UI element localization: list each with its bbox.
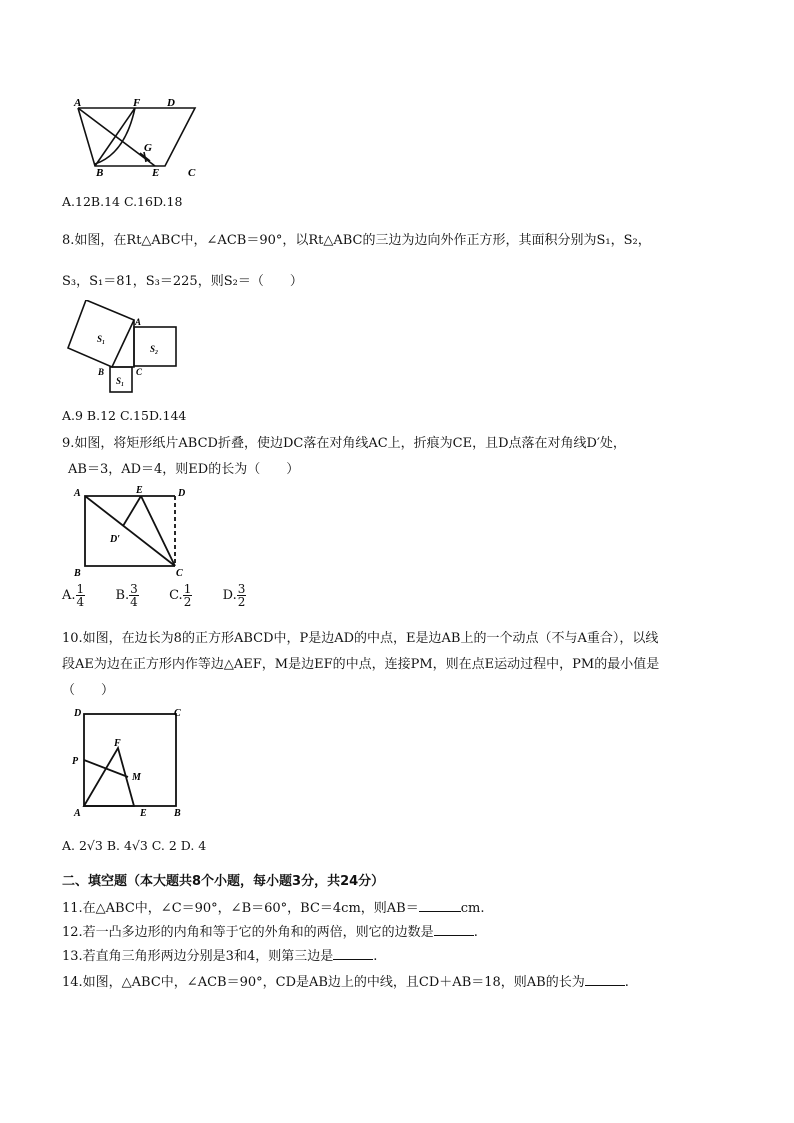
fig-q10-label-a: A	[74, 808, 81, 819]
q8-stem-line1: 8.如图，在Rt△ABC中，∠ACB＝90°，以Rt△ABC的三边为边向外作正方形，其面积分别为S₁，S₂，	[62, 233, 651, 248]
q7-options: A.12B.14 C.16D.18	[62, 194, 183, 209]
fig-q9-label-e: E	[136, 485, 143, 496]
q9-stem-line1: 9.如图，将矩形纸片ABCD折叠，使边DC落在对角线AC上，折痕为CE，且D点落在对角线D′处，	[62, 436, 626, 451]
fig-q8-label-s2: S₂	[150, 344, 159, 354]
fig-q9-label-b: B	[74, 568, 81, 579]
fig-q10-label-b: B	[174, 808, 181, 819]
figure-q7-parallelogram	[60, 96, 210, 180]
q8-stem-line2: S₃，S₁＝81，S₃＝225，则S₂＝（ ）	[62, 274, 303, 289]
q10-stem-line1: 10.如图，在边长为8的正方形ABCD中，P是边AD的中点，E是边AB上的一个动点（不与A重合），以线	[62, 631, 659, 646]
q13	[62, 945, 377, 964]
q9-option-b: B. $\frac{3}{4}$	[115, 582, 138, 609]
q13-answer-blank[interactable]	[333, 959, 373, 960]
q12	[62, 921, 478, 940]
fig-q7-label-e: E	[152, 167, 160, 179]
fig-q8-label-b: B	[98, 367, 105, 377]
figure-q10-square	[70, 704, 190, 820]
q13-text: 13.若直角三角形两边分别是3和4，则第三边是	[62, 949, 334, 964]
q14-suffix: .	[624, 975, 629, 990]
fig-q8-label-s1: S₁	[97, 334, 106, 344]
q14	[62, 971, 629, 990]
q12-suffix: .	[473, 925, 478, 940]
q11-text: 11.在△ABC中，∠C＝90°，∠B＝60°，BC＝4cm，则AB＝	[62, 901, 419, 916]
q10-stem-line3: （ ）	[62, 683, 115, 698]
q12-answer-blank[interactable]	[434, 935, 474, 936]
q8-options: A.9 B.12 C.15D.144	[62, 408, 187, 423]
figure-q8-squares	[64, 300, 184, 396]
fig-q7-label-a: A	[74, 97, 82, 109]
fig-q10-label-m: M	[132, 772, 141, 783]
q10-options: A. 2√3 B. 4√3 C. 2 D. 4	[62, 838, 207, 853]
fig-q8-label-a: A	[135, 317, 142, 327]
fig-q7-label-g: G	[144, 142, 152, 154]
q11-suffix: cm.	[460, 901, 485, 916]
fig-q7-label-d: D	[167, 97, 175, 109]
fig-q7-label-f: F	[133, 97, 141, 109]
q14-answer-blank[interactable]	[585, 985, 625, 986]
q9-options	[62, 583, 246, 608]
figure-q9-rectangle	[70, 484, 200, 580]
section-2-heading: 二、填空题（本大题共8个小题，每小题3分，共24分）	[62, 874, 385, 889]
fig-q10-label-p: P	[72, 756, 79, 767]
q12-text: 12.若一凸多边形的内角和等于它的外角和的两倍，则它的边数是	[62, 925, 434, 940]
fig-q9-label-d: D	[178, 488, 186, 499]
q14-text: 14.如图，△ABC中，∠ACB＝90°，CD是AB边上的中线，且CD＋AB＝18，则AB的长为	[62, 975, 585, 990]
fig-q10-label-e: E	[140, 808, 147, 819]
q10-stem-line2: 段AE为边在正方形内作等边△AEF，M是边EF的中点，连接PM，则在点E运动过程中，PM的最小值是	[62, 657, 660, 672]
fig-q9-label-c: C	[176, 568, 183, 579]
fig-q10-label-c: C	[174, 708, 181, 719]
q9-option-d: D. $\frac{3}{2}$	[222, 582, 246, 609]
fig-q7-label-c: C	[188, 167, 196, 179]
fig-q9-label-d-prime: D′	[110, 534, 121, 545]
fig-q8-label-s3: S₁	[116, 376, 125, 386]
fig-q10-label-f: F	[114, 738, 121, 749]
q9-option-c: C. $\frac{1}{2}$	[169, 582, 192, 609]
fig-q8-label-c: C	[136, 367, 143, 377]
fig-q9-label-a: A	[74, 488, 81, 499]
fig-q10-label-d: D	[74, 708, 82, 719]
q13-suffix: .	[373, 949, 378, 964]
q11-answer-blank[interactable]	[419, 911, 461, 912]
q9-option-a: A. $\frac{1}{4}$	[62, 582, 85, 609]
q9-stem-line2: AB＝3，AD＝4，则ED的长为（ ）	[68, 462, 300, 477]
fig-q7-label-b: B	[96, 167, 104, 179]
q11	[62, 897, 484, 916]
